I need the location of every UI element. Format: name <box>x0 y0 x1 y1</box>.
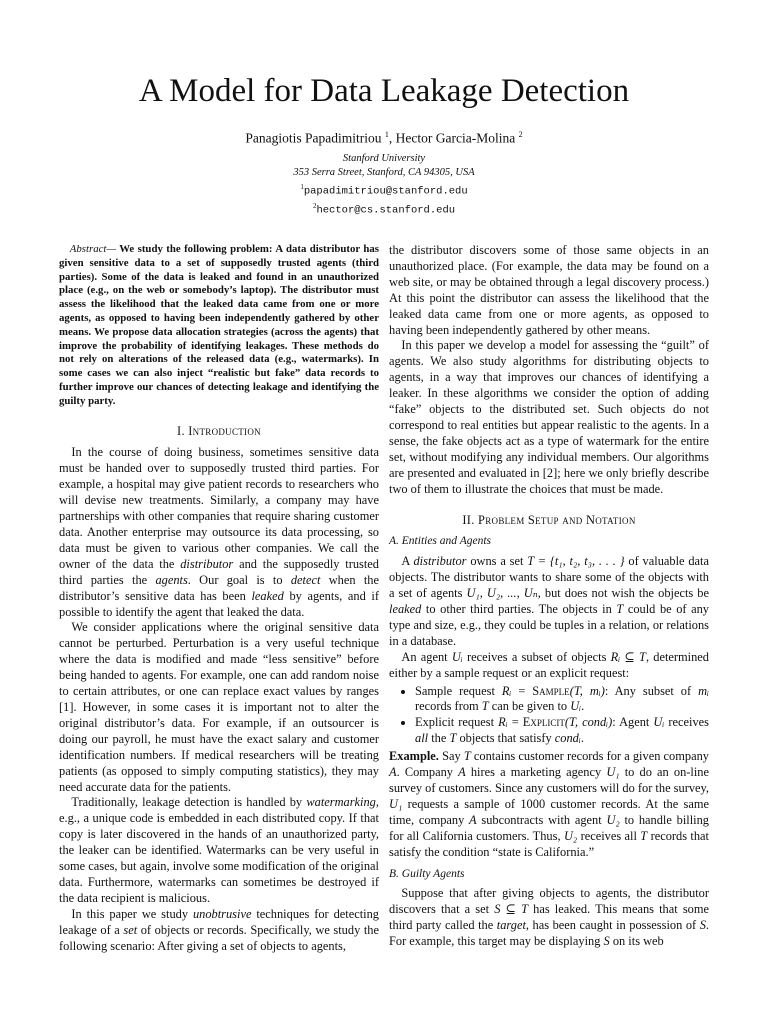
abstract-text: We study the following problem: A data distributor has given sensitive data to a set of supposedly trusted agents (third parties). Some of the data is leaked and found in an unauthorized place (e.g., on the web or somebody’s laptop). The distributor must assess the likelihood that the leaked data came from one or more agents, as opposed to having been independently gathered by other means. We propose data allocation strategies (across the agents) that improve the probability of identifying leakages. These methods do not rely on alterations of the released data (e.g., watermarks). In some cases we can also inject “realistic but fake” data records to further improve our chances of detecting leakage and identifying the guilty party. <box>59 243 379 407</box>
email-2-mark: 2 <box>312 201 317 210</box>
intro-paragraph-3: Traditionally, leakage detection is handled by watermarking, e.g., a unique code is embedded in each distributed copy. If that copy is later discovered in the hands of an unauthorized party, the leaker can be identified. Watermarks can be very useful in some cases, but again, involve some modification of the original data. Furthermore, watermarks can sometimes be destroyed if the data recipient is malicious. <box>59 795 379 905</box>
request-types-list <box>389 684 709 748</box>
example-paragraph: Example. Say T contains customer records for a given company A. Company A hires a marketing agency U₁ to do an on-line survey of customers. Since any customers will do for the survey, U₁ requests a sample of 1000 customer records. At the same time, company A subcontracts with agent U₂ to handle billing for all California customers. Thus, U₂ receives all T records that satisfy the condition “state is California.” <box>389 749 709 859</box>
author-2-name: Hector Garcia-Molina <box>395 130 516 146</box>
affiliation-university: Stanford University <box>342 153 426 164</box>
email-1 <box>0 180 768 199</box>
subsection-heading-entities: A. Entities and Agents <box>389 535 492 548</box>
affiliation <box>0 152 768 180</box>
author-2-mark: 2 <box>518 130 523 139</box>
author-emails <box>0 180 768 217</box>
right-column <box>389 243 709 950</box>
left-column <box>59 243 379 954</box>
paper-title: A Model for Data Leakage Detection <box>138 73 630 109</box>
affiliation-address: 353 Serra Street, Stanford, CA 94305, USA <box>293 167 475 178</box>
intro-paragraph-4: In this paper we study unobtrusive techniques for detecting leakage of a set of objects or records. Specifically, we study the following scenario: After giving a set of objects to agents, <box>59 906 380 953</box>
email-2 <box>0 199 768 218</box>
intro-paragraph-5: the distributor discovers some of those same objects in an unauthorized place. (For example, the data may be found on a web site, or may be obtained through a legal discovery process.) At this point the distributor can assess the likelihood that the leaked data came from one or more agents, as opposed to having been independently gathered by other means. <box>389 243 709 337</box>
list-item: • Explicit request Rᵢ = Explicit(T, condᵢ): Agent Uᵢ receives all the T objects that satisfy condᵢ. <box>415 715 709 747</box>
entities-paragraph-2: An agent Uᵢ receives a subset of objects Rᵢ ⊆ T, determined either by a sample request or an explicit request: <box>389 649 710 680</box>
author-1-mark: 1 <box>384 130 389 139</box>
intro-paragraph-1: In the course of doing business, sometimes sensitive data must be handed over to supposedly trusted third parties. For example, a hospital may give patient records to researchers who will devise new treatments. Similarly, a company may have partnerships with other companies that require sharing customer data. Another enterprise may outsource its data processing, so data must be given to various other companies. We call the owner of the data the distributor and the supposedly trusted third parties the agents. Our goal is to detect when the distributor’s sensitive data has been leaked by agents, and if possible to identify the agent that leaked the data. <box>59 445 379 619</box>
abstract-label: Abstract— <box>69 243 116 255</box>
author-line: Panagiotis Papadimitriou $^1$, Hector Garcia-Molina $^2$ <box>245 130 523 146</box>
email-2-address: hector@cs.stanford.edu <box>316 204 456 216</box>
subsection-heading-guilty-agents: B. Guilty Agents <box>389 867 465 880</box>
author-1-name: Panagiotis Papadimitriou <box>245 130 382 146</box>
email-1-mark: 1 <box>300 183 304 191</box>
abstract <box>59 243 379 409</box>
entities-paragraph-1: A distributor owns a set T = {t₁, t₂, t₃, . . . } of valuable data objects. The distributor wants to share some of the objects with a set of agents U₁, U₂, ..., Uₙ, but does not wish the objects be leaked to other third parties. The objects in T could be of any type and size, e.g., they could be tuples in a relation, or relations in a database. <box>389 554 710 648</box>
section-heading-introduction: I. Introduction <box>177 423 261 438</box>
section-heading-problem-setup: II. Problem Setup and Notation <box>462 512 636 527</box>
guilty-agents-paragraph: Suppose that after giving objects to agents, the distributor discovers that a set S ⊆ T has leaked. This means that some third party called the target, has been caught in possession of S. For example, this target may be displaying S on its web <box>389 886 710 949</box>
intro-paragraph-6: In this paper we develop a model for assessing the “guilt” of agents. We also study algorithms for distributing objects to agents, in a way that improves our chances of identifying a leaker. In these algorithms we consider the option of adding “fake” objects to the distributed set. Such objects do not correspond to real entities but appear realistic to the agents. In a sense, the fake objects act as a type of watermark for the entire set, without modifying any individual members. Our algorithms are presented and evaluated in [2]; here we only briefly describe two of them to illustrate the choices that must be made. <box>389 338 709 496</box>
intro-paragraph-2: We consider applications where the original sensitive data cannot be perturbed. Perturbation is a very useful technique where the data is modified and made “less sensitive” before being handed to agents. For example, one can add random noise to certain attributes, or one can replace exact values by ranges [1]. However, in some cases it is important not to alter the original distributor’s data. For example, if an outsourcer is doing our payroll, he must have the exact salary and customer identification numbers. If medical researchers will be treating patients (as opposed to simply computing statistics), they may need accurate data for the patients. <box>59 620 379 794</box>
list-item: • Sample request Rᵢ = Sample(T, mᵢ): Any subset of mᵢ records from T can be given to Uᵢ. <box>415 684 709 716</box>
email-1-address: papadimitriou@stanford.edu <box>303 185 468 198</box>
